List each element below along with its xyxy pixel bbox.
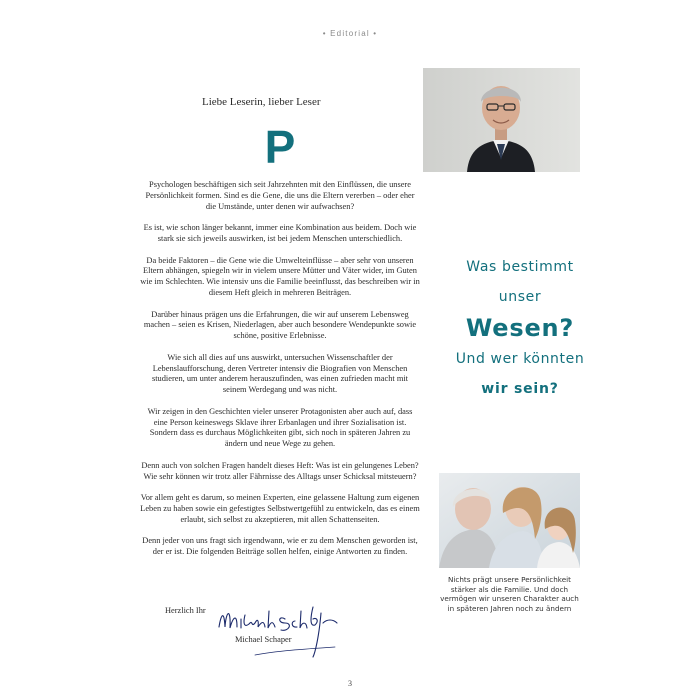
paragraph: Denn jeder von uns fragt sich irgendwann, wie er zu dem Menschen geworden ist, der er ist. Die folgenden Beiträge sollen helfen, einige Antworten zu finden. xyxy=(142,536,418,557)
pull-quote-line: Und wer könnten xyxy=(455,351,585,367)
sign-off: Herzlich Ihr xyxy=(165,606,206,615)
greeting: Liebe Leserin, lieber Leser xyxy=(202,96,321,108)
paragraph: Wir zeigen in den Geschichten vieler unserer Protagonisten aber auch auf, dass eine Person keineswegs Sklave ihrer Erbanlagen und ihrer Sozialisation ist. Sondern dass es durchaus Möglichkeiten gibt, sich noch in späteren Jahren zu ändern und neue Wege zu gehen. xyxy=(147,406,413,449)
editorial-letter xyxy=(140,96,420,569)
signer-name: Michael Schaper xyxy=(235,635,292,644)
pull-quote-highlight: wir sein? xyxy=(481,381,559,397)
signature-block xyxy=(160,597,360,667)
pull-quote-highlight: Wesen? xyxy=(465,314,575,342)
paragraph: Darüber hinaus prägen uns die Erfahrungen, die wir auf unserem Lebensweg machen – seien es Krisen, Niederlagen, aber auch besondere Wendepunkte sowie schöne, positive Erlebnisse. xyxy=(143,309,417,341)
section-tag: • Editorial • xyxy=(322,29,378,38)
paragraph: Es ist, wie schon länger bekannt, immer eine Kombination aus beidem. Doch wie stark sie sich jeweils auswirken, ist bei jedem Menschen unterschiedlich. xyxy=(143,223,417,243)
handwritten-signature xyxy=(215,597,345,659)
photo-caption: Nichts prägt unsere Persönlichkeit stärker als die Familie. Und doch vermögen wir unseren Charakter auch in späteren Jahren noch zu ändern xyxy=(440,575,579,613)
page-number: 3 xyxy=(348,679,352,688)
pull-quote-line: Was bestimmt xyxy=(466,259,574,275)
editor-portrait-photo xyxy=(423,68,580,172)
pull-quote-line: unser xyxy=(498,289,542,305)
paragraph: Psychologen beschäftigen sich seit Jahrzehnten mit den Einflüssen, die unsere Persönlichkeit formen. Sind es die Gene, die uns die Eltern vererben – oder eher die Umstände, unter denen wir aufwachsen? xyxy=(145,180,415,211)
paragraph: Denn auch von solchen Fragen handelt dieses Heft: Was ist ein gelungenes Leben? Wie sehr können wir trotz aller Fährnisse des Alltags unser Schicksal mitsteuern? xyxy=(141,460,419,481)
paragraph: Wie sich all dies auf uns auswirkt, untersuchen Wissenschaftler der Lebenslaufforschung, deren Vertreter intensiv die Biografien von Menschen studieren, um unter anderem herauszufinden, was einen zufrieden macht mit seinem Werdegang und was nicht. xyxy=(151,352,409,395)
drop-cap: P xyxy=(264,121,296,173)
paragraph: Vor allem geht es darum, so meinen Experten, eine gelassene Haltung zum eigenen Leben zu haben sowie ein gefestigtes Selbstwertgefühl zu entwickeln, das es einem erlaubt, sich selbst zu akzeptieren, mit allen Schattenseiten. xyxy=(140,493,420,524)
family-photo xyxy=(439,473,580,568)
paragraph: Da beide Faktoren – die Gene wie die Umwelteinflüsse – aber sehr von unseren Eltern abhängen, spiegeln wir in vielem unsere Mütter und Väter wider, im Guten wie im Schlechten. Wie intensiv uns die Familie beeinflusst, das beschreiben wir in diesem Heft gleich in mehreren Beiträgen. xyxy=(140,255,420,297)
